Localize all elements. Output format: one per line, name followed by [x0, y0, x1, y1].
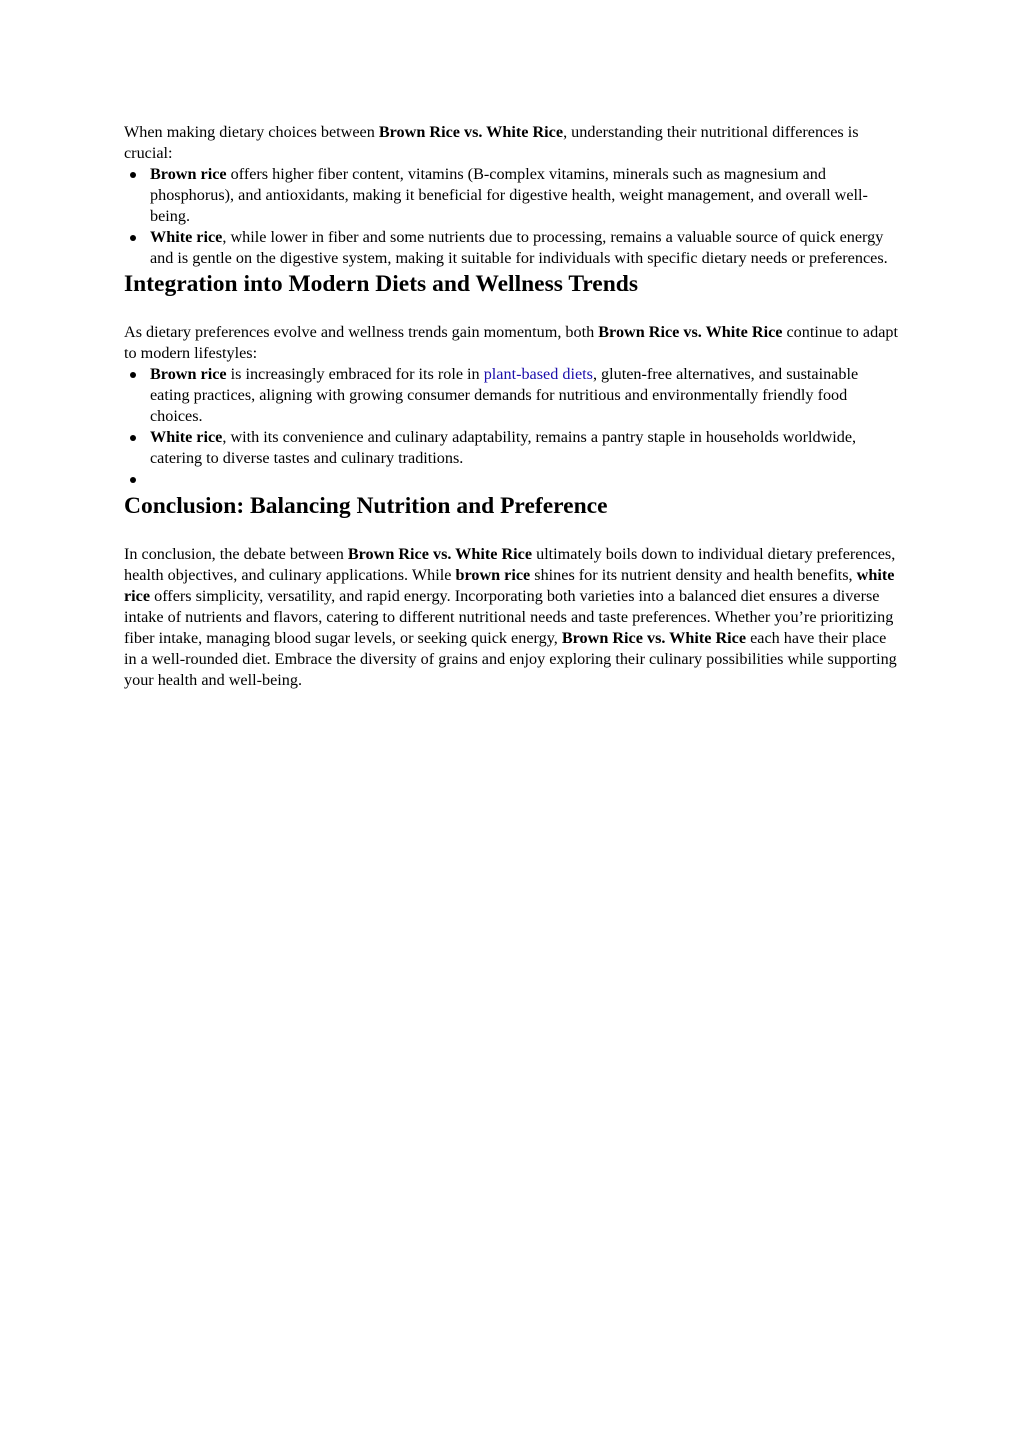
list-item-bold: Brown rice [150, 165, 227, 183]
plant-based-diets-link[interactable]: plant-based diets [483, 365, 593, 383]
conclusion-bold-4: Brown Rice vs. White Rice [561, 629, 747, 647]
conclusion-text-5: each have their place in a well-rounded diet. Embrace the diversity of grains and enjoy exploring their culinary possibilities while supporting your health and well-being. [124, 629, 897, 689]
intro-bold-1: Brown Rice vs. White Rice [378, 123, 564, 141]
empty-list-item [150, 469, 899, 490]
list-item [150, 427, 899, 469]
section-heading-conclusion: Conclusion: Balancing Nutrition and Preference [124, 493, 608, 519]
document-page [124, 122, 899, 691]
list-item-bold: Brown rice [150, 365, 227, 383]
intro-text-2: , understanding their nutritional differences is crucial: [124, 123, 859, 162]
list-item [150, 164, 899, 227]
list-item [150, 364, 899, 427]
list-item-text: offers higher fiber content, vitamins (B-complex vitamins, minerals such as magnesium and phosphorus), and antioxidants, making it beneficial for digestive health, weight management, and overall well-being. [150, 165, 868, 225]
conclusion-text-1: In conclusion, the debate between [124, 545, 348, 563]
list-item-text: is increasingly embraced for its role in [226, 365, 484, 383]
nutrition-list [124, 164, 899, 269]
list-item-bold: White rice [150, 228, 223, 246]
conclusion-bold-1: Brown Rice vs. White Rice [347, 545, 533, 563]
wellness-bold-1: Brown Rice vs. White Rice [598, 323, 783, 341]
wellness-paragraph [124, 322, 899, 364]
conclusion-paragraph [124, 544, 899, 691]
list-item-text: , gluten-free alternatives, and sustainable eating practices, aligning with growing consumer demands for nutritious and environmentally friendly food choices. [150, 365, 859, 425]
list-item-bold: White rice [150, 428, 223, 446]
list-item-text: , with its convenience and culinary adaptability, remains a pantry staple in households worldwide, catering to diverse tastes and culinary traditions. [150, 428, 857, 467]
conclusion-bold-2: brown rice [455, 566, 531, 584]
conclusion-text-2: ultimately boils down to individual dietary preferences, health objectives, and culinary applications. While [124, 545, 896, 584]
conclusion-text-4: offers simplicity, versatility, and rapid energy. Incorporating both varieties into a balanced diet ensures a diverse intake of nutrients and flavors, catering to different nutritional needs and taste preferences. Whether you’re prioritizing fiber intake, managing blood sugar levels, or seeking quick energy, [124, 587, 894, 647]
wellness-list [124, 364, 899, 490]
intro-text-1: When making dietary choices between [124, 123, 379, 141]
conclusion-bold-3: white rice [124, 566, 895, 605]
wellness-text-2: continue to adapt to modern lifestyles: [124, 323, 898, 362]
section-heading-wellness: Integration into Modern Diets and Wellness Trends [124, 271, 639, 297]
conclusion-text-3: shines for its nutrient density and health benefits, [530, 566, 857, 584]
intro-paragraph [124, 122, 899, 164]
list-item [150, 227, 899, 269]
wellness-text-1: As dietary preferences evolve and wellness trends gain momentum, both [124, 323, 599, 341]
list-item-text: , while lower in fiber and some nutrients due to processing, remains a valuable source of quick energy and is gentle on the digestive system, making it suitable for individuals with specific dietary needs or preferences. [150, 228, 888, 267]
